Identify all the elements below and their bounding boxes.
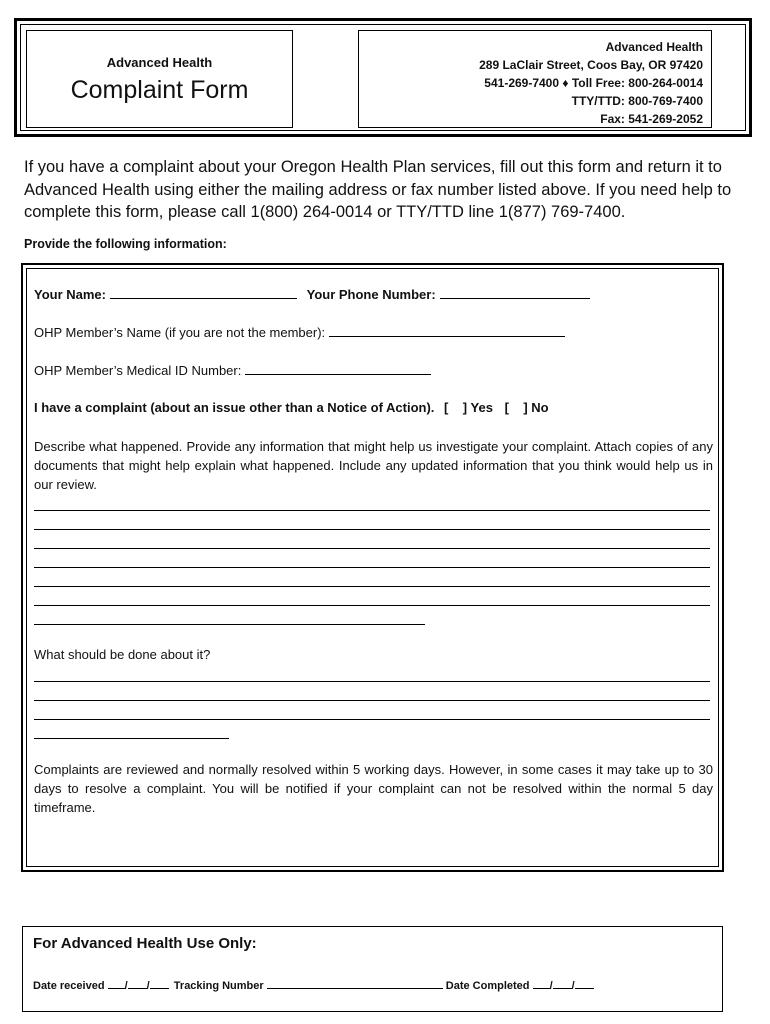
your-phone-field[interactable] <box>440 286 590 299</box>
resolution-answer-line[interactable] <box>34 681 710 682</box>
describe-answer-line[interactable] <box>34 586 710 587</box>
form-title: Complaint Form <box>70 76 249 104</box>
date-completed-year[interactable] <box>575 978 594 989</box>
title-box <box>26 30 293 128</box>
describe-answer-line[interactable] <box>34 624 425 625</box>
what-done-label: What should be done about it? <box>34 647 211 662</box>
resolution-answer-line[interactable] <box>34 738 229 739</box>
date-completed-label: Date Completed <box>445 980 530 992</box>
office-use-fields: Date received / / Tracking Number Date Completed / / <box>33 978 594 992</box>
contact-phones: 541-269-7400 ♦ Toll Free: 800-264-0014 <box>484 76 703 90</box>
date-received-month[interactable] <box>108 978 125 989</box>
describe-answer-line[interactable] <box>34 605 710 606</box>
yes-checkbox[interactable]: [ ] Yes <box>444 400 493 415</box>
describe-answer-line[interactable] <box>34 529 710 530</box>
contact-name: Advanced Health <box>605 40 703 54</box>
your-name-label: Your Name: <box>34 287 106 302</box>
title-org-name: Advanced Health <box>106 55 213 70</box>
name-phone-row <box>34 286 590 302</box>
member-id-row <box>34 362 431 378</box>
describe-instructions: Describe what happened. Provide any information that might help us investigate your complaint. Attach copies of any documents that might help explain what happened. Include any updated information that you think would help us in our review. <box>34 439 713 492</box>
your-name-field[interactable] <box>110 286 297 299</box>
contact-box <box>358 30 712 128</box>
resolution-answer-line[interactable] <box>34 700 710 701</box>
provide-info-heading: Provide the following information: <box>24 237 227 251</box>
describe-answer-line[interactable] <box>34 567 710 568</box>
date-received-label: Date received <box>33 980 105 992</box>
describe-answer-line[interactable] <box>34 510 710 511</box>
member-name-field[interactable] <box>329 324 565 337</box>
member-id-field[interactable] <box>245 362 431 375</box>
your-phone-label: Your Phone Number: <box>306 287 436 302</box>
complaint-question: I have a complaint (about an issue other than a Notice of Action). <box>34 400 435 415</box>
complaint-question-row <box>34 400 549 415</box>
member-id-label: OHP Member’s Medical ID Number: <box>34 363 242 378</box>
tracking-number-field[interactable] <box>267 978 443 989</box>
resolution-answer-line[interactable] <box>34 719 710 720</box>
office-use-title: For Advanced Health Use Only: <box>33 935 257 952</box>
date-completed-month[interactable] <box>533 978 550 989</box>
review-note: Complaints are reviewed and normally resolved within 5 working days. However, in some cases it may take up to 30 days to resolve a complaint. You will be notified if your complaint can not be resolved within the normal 5 day timeframe. <box>34 762 713 815</box>
member-name-row <box>34 324 565 340</box>
date-received-year[interactable] <box>150 978 169 989</box>
contact-tty: TTY/TTD: 800-769-7400 <box>571 94 703 108</box>
contact-address: 289 LaClair Street, Coos Bay, OR 97420 <box>479 58 703 72</box>
no-checkbox[interactable]: [ ] No <box>504 400 549 415</box>
intro-paragraph: If you have a complaint about your Oregon Health Plan services, fill out this form and return it to Advanced Health using either the mailing address or fax number listed above. If you need help to complete this form, please call 1(800) 264-0014 or TTY/TTD line 1(877) 769-7400. <box>24 158 732 221</box>
describe-answer-line[interactable] <box>34 548 710 549</box>
tracking-number-label: Tracking Number <box>173 980 264 992</box>
contact-fax: Fax: 541-269-2052 <box>600 112 703 126</box>
date-completed-day[interactable] <box>553 978 572 989</box>
member-name-label: OHP Member’s Name (if you are not the member): <box>34 325 326 340</box>
date-received-day[interactable] <box>128 978 147 989</box>
